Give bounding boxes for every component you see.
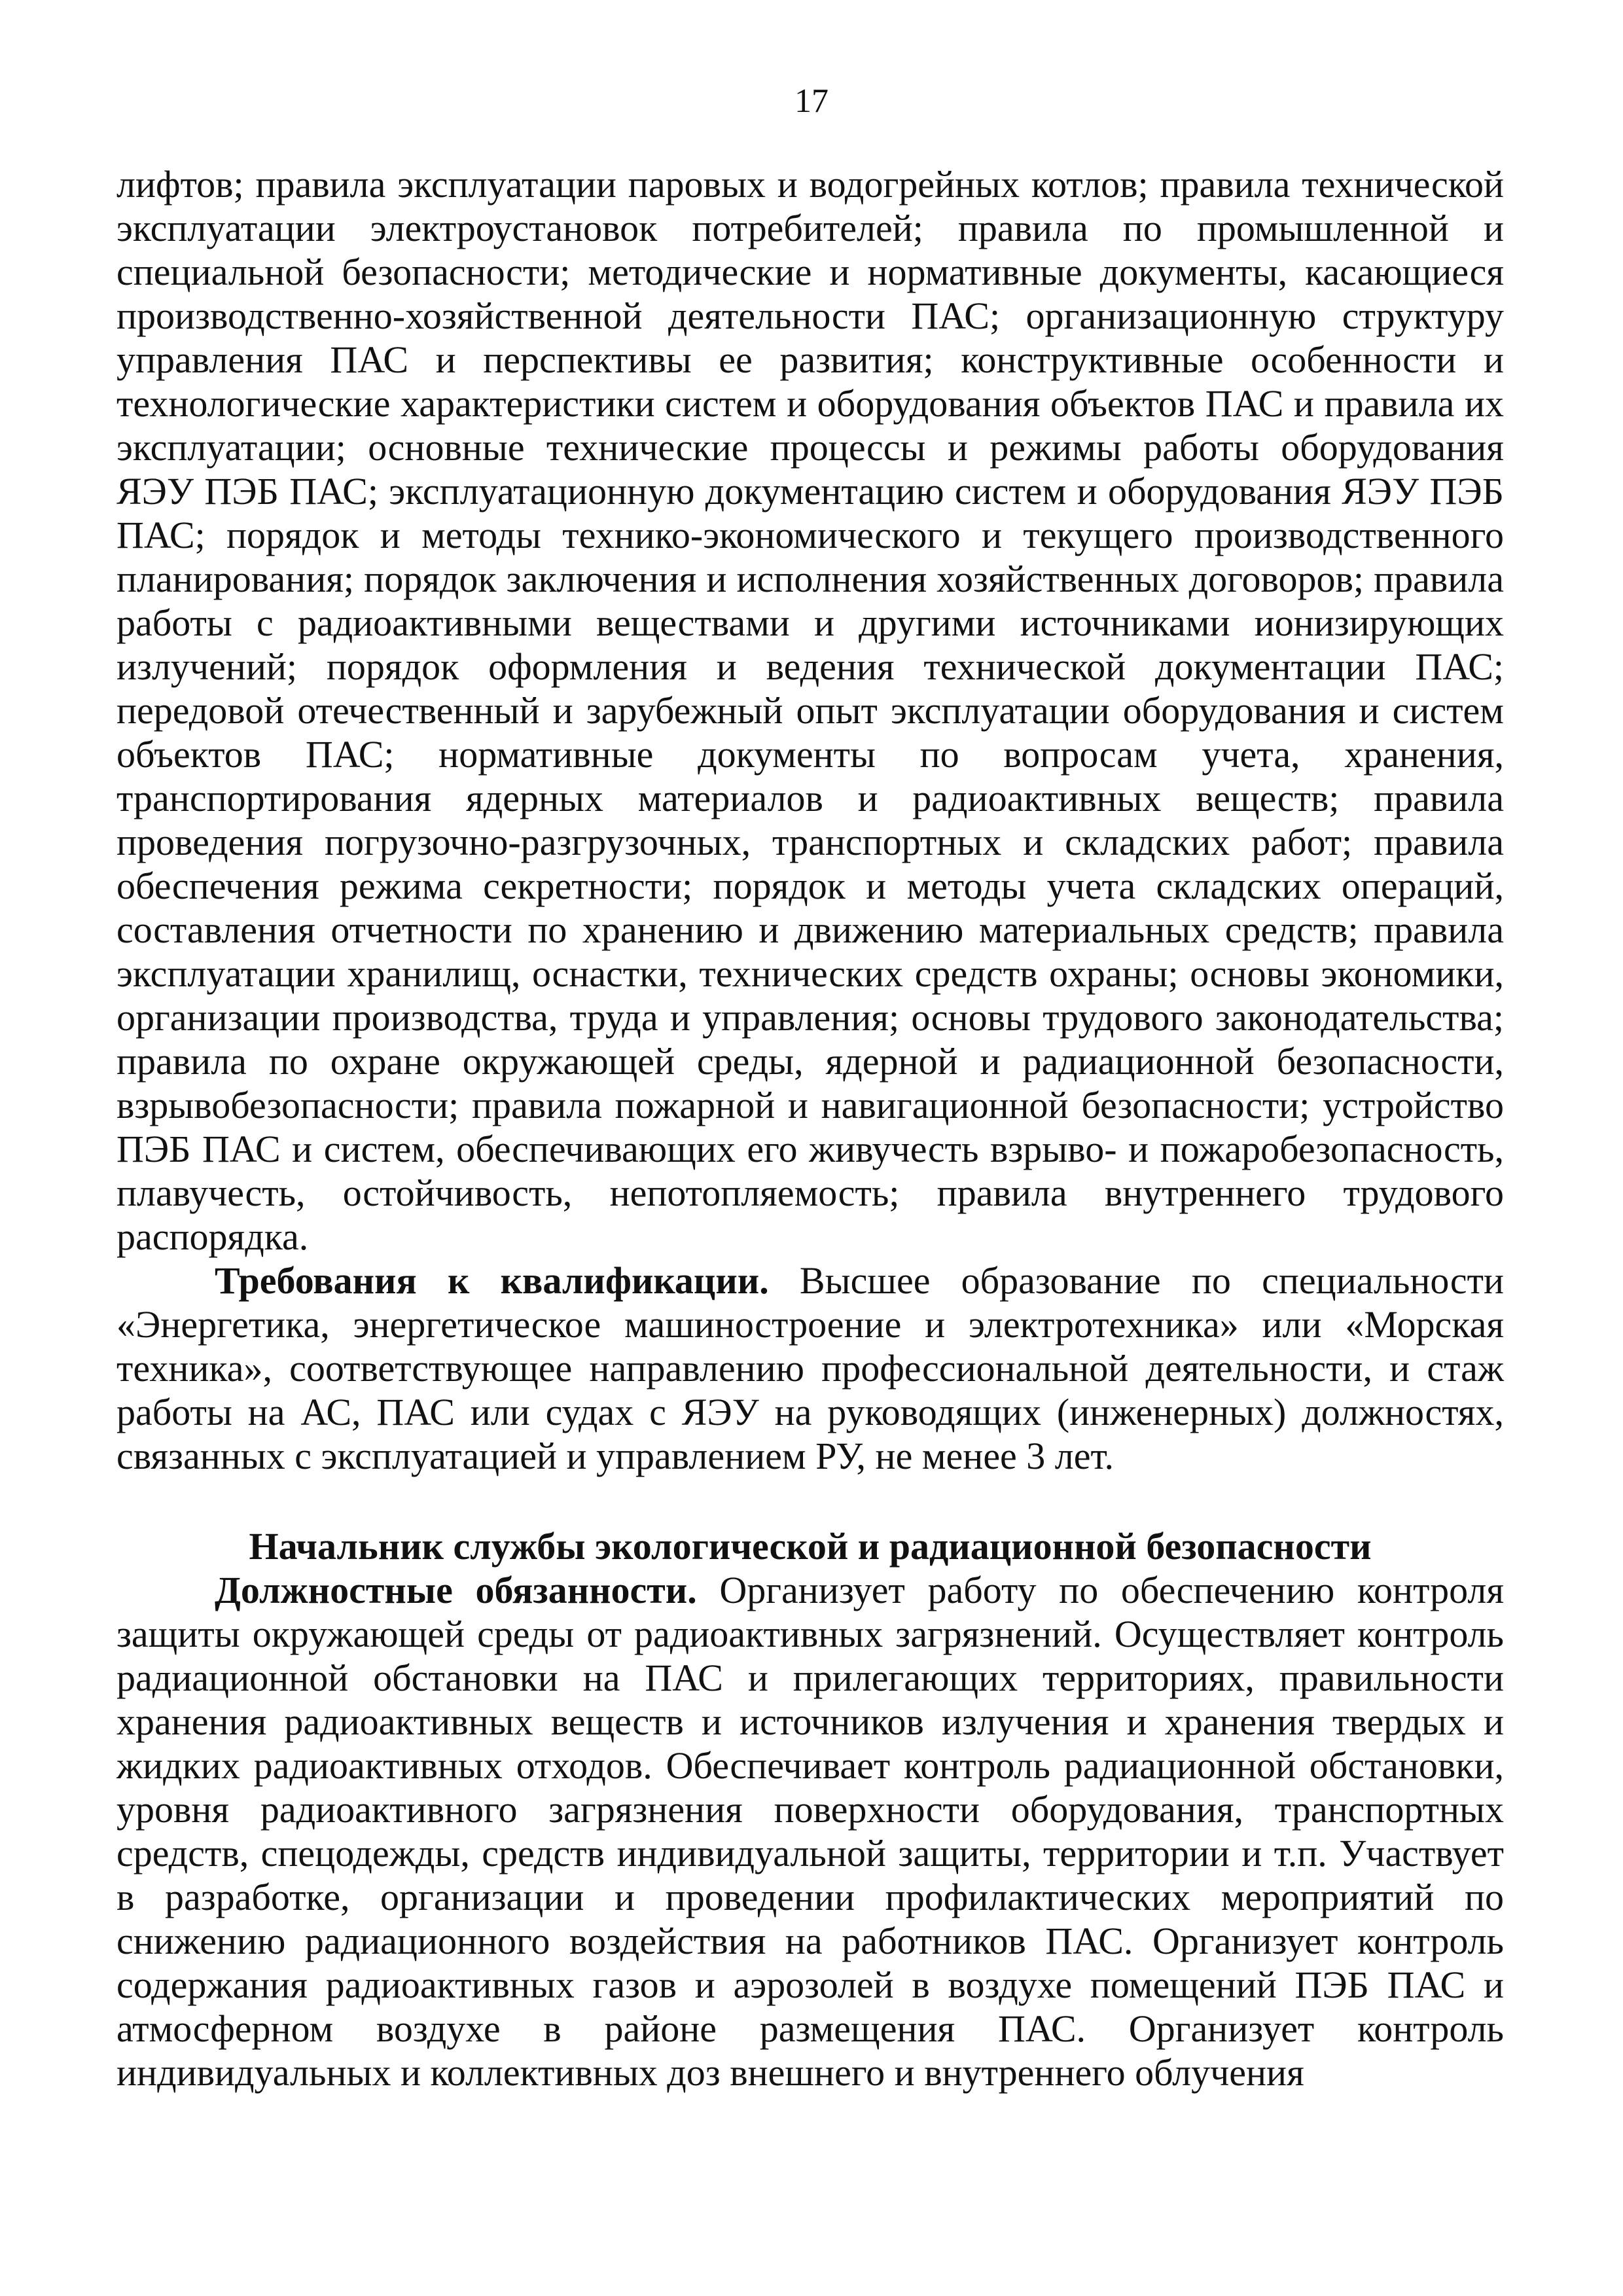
page-number: 17 (794, 82, 829, 120)
document-body (116, 162, 1504, 2094)
section-title: Начальник службы экологической и радиационной безопасности (249, 1525, 1372, 1568)
duties-text: Организует работу по обеспечению контроля защиты окружающей среды от радиоактивных загрязнений. Осуществляет контроль радиационной обстановки на ПАС и прилегающих территориях, правильности хранения радиоактивных веществ и источников излучения и хранения твердых и жидких радиоактивных отходов. Обеспечивает контроль радиационной обстановки, уровня радиоактивного загрязнения поверхности оборудования, транспортных средств, спецодежды, средств индивидуальной защиты, территории и т.п. Участвует в разработке, организации и проведении профилактических мероприятий по снижению радиационного воздействия на работников ПАС. Организует контроль содержания радиоактивных газов и аэрозолей в воздухе помещений ПЭБ ПАС и атмосферном воздухе в районе размещения ПАС. Организует контроль индивидуальных и коллективных доз внешнего и внутреннего облучения (116, 1569, 1504, 2094)
qualification-paragraph (116, 1259, 1504, 1478)
qualification-label: Требования к квалификации. (215, 1259, 769, 1302)
duties-paragraph (116, 1568, 1504, 2094)
duties-label: Должностные обязанности. (215, 1569, 697, 1611)
knowledge-list-paragraph: лифтов; правила эксплуатации паровых и водогрейных котлов; правила технической эксплуатации электроустановок потребителей; правила по промышленной и специальной безопасности; методические и нормативные документы, касающиеся производственно-хозяйственной деятельности ПАС; организационную структуру управления ПАС и перспективы ее развития; конструктивные особенности и технологические характеристики систем и оборудования объектов ПАС и правила их эксплуатации; основные технические процессы и режимы работы оборудования ЯЭУ ПЭБ ПАС; эксплуатационную документацию систем и оборудования ЯЭУ ПЭБ ПАС; порядок и методы технико-экономического и текущего производственного планирования; порядок заключения и исполнения хозяйственных договоров; правила работы с радиоактивными веществами и другими источниками ионизирующих излучений; порядок оформления и ведения технической документации ПАС; передовой отечественный и зарубежный опыт эксплуатации оборудования и систем объектов ПАС; нормативные документы по вопросам учета, хранения, транспортирования ядерных материалов и радиоактивных веществ; правила проведения погрузочно-разгрузочных, транспортных и складских работ; правила обеспечения режима секретности; порядок и методы учета складских операций, составления отчетности по хранению и движению материальных средств; правила эксплуатации хранилищ, оснастки, технических средств охраны; основы экономики, организации производства, труда и управления; основы трудового законодательства; правила по охране окружающей среды, ядерной и радиационной безопасности, взрывобезопасности; правила пожарной и навигационной безопасности; устройство ПЭБ ПАС и систем, обеспечивающих его живучесть взрыво- и пожаробезопасность, плавучесть, остойчивость, непотопляемость; правила внутреннего трудового распорядка. (116, 163, 1504, 1258)
qualification-text: Высшее образование по специальности «Энергетика, энергетическое машиностроение и электротехника» или «Морская техника», соответствующее направлению профессиональной деятельности, и стаж работы на АС, ПАС или судах с ЯЭУ на руководящих (инженерных) должностях, связанных с эксплуатацией и управлением РУ, не менее 3 лет. (116, 1259, 1504, 1477)
